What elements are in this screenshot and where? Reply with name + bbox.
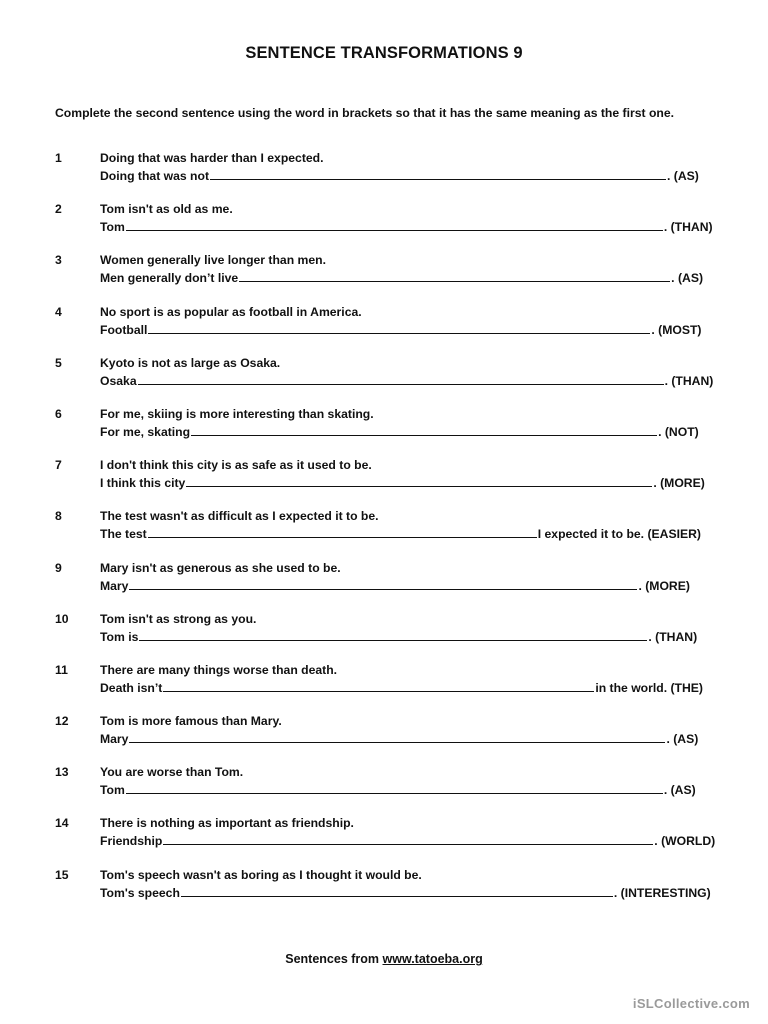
transformation-line	[100, 578, 728, 593]
sentence-suffix: .	[667, 169, 671, 183]
keyword-bracket: (MORE)	[645, 578, 690, 593]
sentence-suffix: .	[638, 578, 642, 593]
answer-blank[interactable]	[163, 680, 594, 692]
original-sentence: Tom isn't as strong as you.	[100, 611, 257, 626]
item-number: 2	[55, 202, 62, 217]
exercise-item	[0, 814, 768, 865]
transformation-line	[100, 526, 728, 541]
sentence-suffix: .	[613, 885, 618, 900]
answer-blank[interactable]	[129, 578, 637, 590]
transformation-line	[100, 373, 728, 388]
item-number: 6	[55, 406, 62, 421]
item-number: 1	[55, 151, 62, 165]
worksheet-title: SENTENCE TRANSFORMATIONS 9	[245, 44, 523, 62]
transformation-line	[100, 782, 728, 797]
transformation-line	[100, 885, 728, 900]
answer-blank[interactable]	[191, 424, 657, 436]
original-sentence: Doing that was harder than I expected.	[100, 151, 324, 165]
sentence-prefix: Men generally don’t live	[100, 271, 239, 286]
sentence-prefix: Osaka	[100, 373, 137, 388]
sentence-prefix: The test	[100, 527, 147, 542]
item-number: 7	[55, 458, 62, 473]
item-number: 9	[55, 560, 62, 575]
original-sentence: Tom's speech wasn't as boring as I thought it would be.	[100, 867, 422, 882]
sentence-suffix: .	[653, 476, 657, 491]
original-sentence: The test wasn't as difficult as I expected it to be.	[100, 509, 379, 524]
answer-blank[interactable]	[129, 731, 665, 743]
sentence-suffix: .	[663, 783, 668, 798]
footer-text: Sentences from	[285, 952, 380, 966]
instructions: Complete the second sentence using the word in brackets so that it has the same meaning as the first one.	[55, 106, 674, 120]
answer-blank[interactable]	[148, 322, 650, 334]
answer-blank[interactable]	[126, 219, 663, 231]
original-sentence: There are many things worse than death.	[100, 662, 338, 677]
original-sentence: No sport is as popular as football in America.	[100, 304, 362, 319]
item-number: 5	[55, 355, 62, 370]
exercise-item	[0, 200, 768, 251]
transformation-line	[100, 731, 728, 746]
item-number: 8	[55, 509, 62, 524]
exercise-item	[0, 866, 768, 917]
item-number: 11	[55, 662, 68, 677]
exercise-item	[0, 610, 768, 661]
keyword-bracket: (THE)	[670, 680, 703, 695]
answer-blank[interactable]	[163, 833, 653, 845]
footer	[0, 952, 768, 966]
answer-blank[interactable]	[186, 475, 652, 487]
sentence-suffix: .	[651, 322, 655, 337]
sentence-prefix: Friendship	[100, 834, 163, 849]
sentence-prefix: I think this city	[100, 476, 186, 491]
answer-blank[interactable]	[139, 629, 647, 641]
sentence-suffix: .	[671, 271, 675, 286]
answer-blank[interactable]	[210, 168, 666, 180]
item-number: 4	[55, 304, 62, 319]
sentence-prefix: Death isn’t	[100, 680, 163, 695]
exercise-item	[0, 354, 768, 405]
answer-blank[interactable]	[181, 885, 613, 897]
sentence-suffix: .	[666, 732, 670, 747]
transformation-line	[100, 680, 728, 695]
exercise-item	[0, 712, 768, 763]
keyword-bracket: (THAN)	[670, 220, 713, 235]
transformation-line	[100, 219, 728, 234]
keyword-bracket: (MOST)	[658, 322, 702, 337]
transformation-line	[100, 629, 728, 644]
transformation-line	[100, 833, 728, 848]
exercise-item	[0, 149, 768, 200]
sentence-suffix: .	[654, 834, 658, 849]
transformation-line	[100, 424, 728, 439]
sentence-prefix: Football	[100, 322, 148, 337]
keyword-bracket: (AS)	[673, 732, 699, 747]
item-number: 12	[55, 714, 69, 729]
sentence-suffix: .	[658, 424, 662, 439]
exercise-list	[0, 149, 768, 917]
original-sentence: Women generally live longer than men.	[100, 253, 326, 268]
exercise-item	[0, 661, 768, 712]
sentence-prefix: Mary	[100, 732, 129, 747]
item-number: 13	[55, 765, 69, 780]
transformation-line	[100, 168, 728, 183]
sentence-suffix: .	[648, 629, 652, 644]
keyword-bracket: (INTERESTING)	[620, 885, 711, 900]
keyword-bracket: (EASIER)	[647, 527, 701, 542]
answer-blank[interactable]	[138, 373, 664, 385]
original-sentence: Tom isn't as old as me.	[100, 202, 233, 217]
sentence-after: in the world.	[595, 680, 668, 695]
keyword-bracket: (AS)	[670, 783, 696, 798]
keyword-bracket: (AS)	[673, 169, 699, 183]
item-number: 15	[55, 867, 69, 882]
original-sentence: I don't think this city is as safe as it used to be.	[100, 458, 372, 473]
original-sentence: For me, skiing is more interesting than skating.	[100, 406, 374, 421]
keyword-bracket: (THAN)	[671, 373, 714, 388]
exercise-item	[0, 456, 768, 507]
original-sentence: You are worse than Tom.	[100, 765, 244, 780]
original-sentence: There is nothing as important as friendship.	[100, 816, 354, 831]
answer-blank[interactable]	[126, 782, 663, 794]
item-number: 10	[55, 611, 69, 626]
sentence-prefix: Tom is	[100, 629, 139, 644]
original-sentence: Kyoto is not as large as Osaka.	[100, 355, 281, 370]
transformation-line	[100, 322, 728, 337]
sentence-prefix: Doing that was not	[100, 169, 210, 183]
exercise-item	[0, 507, 768, 558]
exercise-item	[0, 763, 768, 814]
transformation-line	[100, 475, 728, 490]
sentence-prefix: Tom	[100, 783, 125, 798]
keyword-bracket: (NOT)	[664, 424, 699, 439]
keyword-bracket: (MORE)	[660, 476, 705, 491]
exercise-item	[0, 251, 768, 302]
item-number: 3	[55, 253, 62, 268]
sentence-prefix: Tom's speech	[100, 885, 180, 900]
exercise-item	[0, 303, 768, 354]
transformation-line	[100, 270, 728, 285]
keyword-bracket: (AS)	[677, 271, 704, 286]
sentence-suffix: .	[663, 220, 668, 235]
keyword-bracket: (THAN)	[655, 629, 698, 644]
sentence-suffix: .	[664, 373, 668, 388]
sentence-prefix: Mary	[100, 578, 129, 593]
sentence-prefix: Tom	[100, 220, 125, 235]
source-link[interactable]: www.tatoeba.org	[382, 952, 483, 966]
keyword-bracket: (WORLD)	[661, 834, 716, 849]
exercise-item	[0, 559, 768, 610]
sentence-after: I expected it to be.	[537, 527, 645, 542]
sentence-prefix: For me, skating	[100, 424, 191, 439]
answer-blank[interactable]	[148, 526, 537, 538]
original-sentence: Mary isn't as generous as she used to be.	[100, 560, 341, 575]
watermark-logo: iSLCollective.com	[632, 996, 750, 1011]
original-sentence: Tom is more famous than Mary.	[100, 714, 282, 729]
exercise-item	[0, 405, 768, 456]
item-number: 14	[55, 816, 69, 831]
answer-blank[interactable]	[239, 270, 670, 282]
